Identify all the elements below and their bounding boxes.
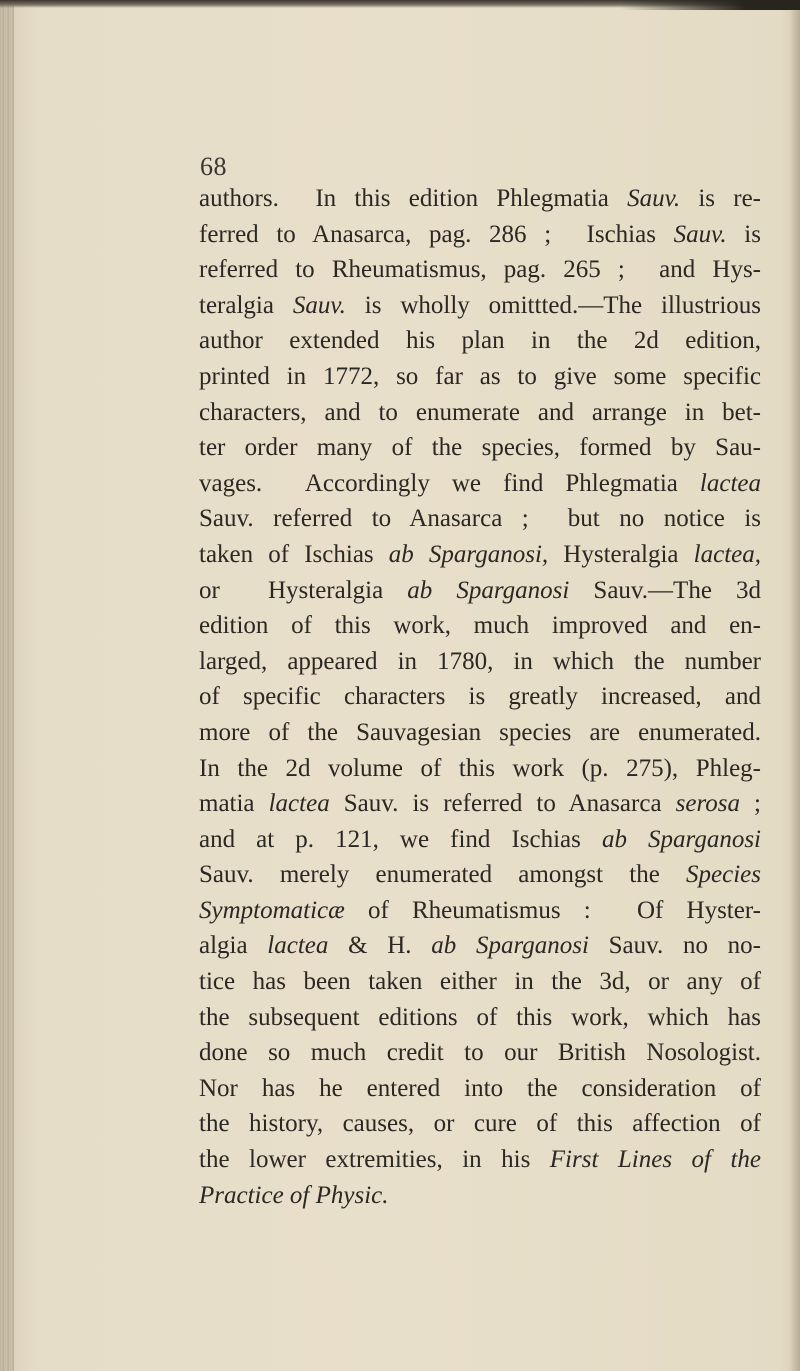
- text-run: of Rheumatismus : Of Hyster-: [344, 896, 761, 924]
- text-run: of specific characters is greatly increased, and: [199, 683, 761, 711]
- text-run: more of the Sauvagesian species are enumerated.: [199, 718, 761, 746]
- text-line: [199, 1071, 761, 1107]
- text-line: [199, 893, 761, 929]
- italic-text-run: serosa: [675, 790, 740, 818]
- text-line: [199, 181, 761, 217]
- italic-text-run: Practice of Physic.: [199, 1181, 389, 1209]
- text-line: [199, 537, 761, 573]
- italic-text-run: Sauv.: [627, 185, 681, 212]
- text-line: [199, 715, 761, 751]
- text-line: [199, 679, 761, 715]
- text-run: Sauv. is referred to Anasarca: [329, 790, 676, 818]
- text-run: vages. Accordingly we find Phlegmatia: [199, 469, 700, 497]
- text-run: ter order many of the species, formed by Sau-: [199, 434, 761, 462]
- text-line: [199, 573, 761, 609]
- italic-text-run: ab Sparganosi: [601, 825, 761, 853]
- text-run: characters, and to enumerate and arrange in bet-: [199, 398, 761, 426]
- text-run: taken of Ischias: [199, 540, 389, 568]
- text-run: printed in 1772, so far as to give some specific: [199, 362, 761, 390]
- text-line: [199, 786, 761, 822]
- text-line: [199, 608, 761, 644]
- text-run: authors. In this edition Phlegmatia: [199, 185, 628, 212]
- text-line: [199, 1178, 761, 1214]
- text-run: Sauv.—The 3d: [569, 576, 762, 604]
- italic-text-run: lactea: [268, 790, 330, 818]
- text-run: author extended his plan in the 2d edition,: [199, 327, 761, 355]
- text-line: [199, 501, 761, 537]
- text-line: [199, 395, 761, 431]
- italic-text-run: ab Sparganosi,: [388, 540, 549, 568]
- text-run: or Hysteralgia: [199, 576, 408, 604]
- text-run: & H.: [328, 932, 432, 960]
- text-line: [199, 822, 761, 858]
- page-right-edge: [790, 0, 800, 1371]
- text-line: [199, 323, 761, 359]
- body-text: [199, 181, 761, 1213]
- text-run: Sauv. merely enumerated amongst the: [199, 861, 687, 889]
- text-line: [199, 964, 761, 1000]
- text-line: [199, 1000, 761, 1036]
- text-line: [199, 1035, 761, 1071]
- text-line: [199, 288, 761, 324]
- page-number: 68: [200, 152, 227, 181]
- text-run: edition of this work, much improved and en-: [199, 612, 761, 640]
- text-line: [199, 928, 761, 964]
- italic-text-run: Sauv.: [292, 291, 346, 319]
- italic-text-run: First Lines of the: [549, 1146, 761, 1174]
- text-run: is wholly omittted.—The illustrious: [345, 291, 762, 319]
- text-run: In the 2d volume of this work (p. 275), Phleg-: [199, 754, 761, 782]
- italic-text-run: Species: [686, 861, 761, 889]
- text-run: tice has been taken either in the 3d, or any of: [199, 968, 761, 996]
- text-run: is: [726, 220, 761, 248]
- text-run: and at p. 121, we find Ischias: [199, 825, 602, 853]
- italic-text-run: ab Sparganosi: [407, 576, 570, 604]
- text-run: ferred to Anasarca, pag. 286 ; Ischias: [199, 220, 674, 248]
- text-line: [199, 430, 761, 466]
- italic-text-run: lactea: [699, 469, 761, 497]
- italic-text-run: Symptomaticæ: [199, 896, 345, 924]
- italic-text-run: ab Sparganosi: [431, 932, 589, 960]
- book-binding-edge: [0, 0, 14, 1371]
- italic-text-run: Sauv.: [673, 220, 727, 248]
- text-line: [199, 252, 761, 288]
- text-run: Nor has he entered into the consideration of: [199, 1074, 761, 1102]
- text-line: [199, 751, 761, 787]
- text-run: referred to Rheumatismus, pag. 265 ; and Hys-: [199, 256, 761, 284]
- text-run: done so much credit to our British Nosologist.: [199, 1039, 761, 1067]
- text-line: [199, 359, 761, 395]
- italic-text-run: lactea,: [693, 540, 761, 568]
- text-line: [199, 644, 761, 680]
- text-run: teralgia: [199, 291, 293, 319]
- text-run: algia: [199, 932, 268, 960]
- text-run: the history, causes, or cure of this affection of: [199, 1110, 761, 1138]
- text-run: is re-: [680, 185, 761, 212]
- text-run: the subsequent editions of this work, which has: [199, 1003, 761, 1031]
- italic-text-run: lactea: [267, 932, 329, 960]
- text-line: [199, 217, 761, 253]
- text-run: matia: [199, 790, 269, 818]
- text-line: [199, 1142, 761, 1178]
- text-line: [199, 466, 761, 502]
- text-run: larged, appeared in 1780, in which the number: [199, 647, 761, 675]
- text-line: [199, 857, 761, 893]
- page-top-shadow-corner: [620, 0, 800, 10]
- text-run: Sauv. referred to Anasarca ; but no notice is: [199, 505, 761, 533]
- text-run: Sauv. no no-: [588, 932, 761, 960]
- text-run: the lower extremities, in his: [199, 1146, 550, 1174]
- text-run: Hysteralgia: [548, 540, 694, 568]
- text-line: [199, 1106, 761, 1142]
- text-run: ;: [739, 790, 762, 818]
